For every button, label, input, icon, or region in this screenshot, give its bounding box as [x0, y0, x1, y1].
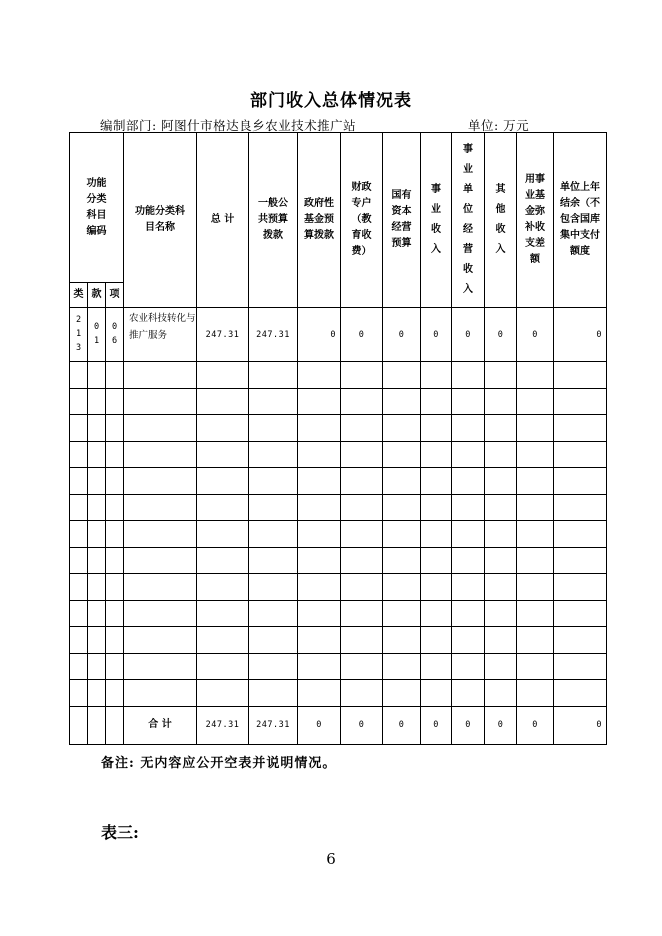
empty-row — [70, 627, 607, 654]
table-row — [70, 308, 607, 362]
row-name: 农业科技转化与推广服务 — [124, 308, 197, 362]
row-edu-fee: 0 — [341, 308, 383, 362]
sum-business-income: 0 — [421, 706, 452, 744]
income-table — [69, 132, 607, 745]
empty-row — [70, 521, 607, 548]
unit-label: 单位: 万元 — [468, 118, 530, 133]
row-xiang: 06 — [106, 308, 124, 362]
empty-row — [70, 362, 607, 389]
table-three-label: 表三: — [101, 823, 139, 842]
row-gov-fund: 0 — [298, 308, 341, 362]
sum-row — [70, 706, 607, 744]
header-business-income: 事业收入 — [421, 133, 452, 308]
header-total: 总 计 — [197, 133, 249, 308]
sum-other-income: 0 — [485, 706, 517, 744]
header-other-income: 其他收入 — [485, 133, 517, 308]
empty-row — [70, 547, 607, 574]
header-unit-operating: 事业单位经营收入 — [452, 133, 485, 308]
empty-row — [70, 388, 607, 415]
header-carryover: 单位上年结余（不包含国库集中支付额度 — [554, 133, 607, 308]
sum-total: 247.31 — [197, 706, 249, 744]
sum-fund-cover: 0 — [517, 706, 554, 744]
empty-row — [70, 600, 607, 627]
header-kuan: 款 — [88, 283, 106, 308]
row-kuan: 01 — [88, 308, 106, 362]
header-state-capital: 国有资本经营预算 — [383, 133, 421, 308]
empty-row — [70, 494, 607, 521]
empty-row — [70, 680, 607, 707]
sum-edu-fee: 0 — [341, 706, 383, 744]
header-edu-fee: 财政专户（教育收费） — [341, 133, 383, 308]
empty-rows — [70, 362, 607, 707]
row-other-income: 0 — [485, 308, 517, 362]
row-business-income: 0 — [421, 308, 452, 362]
header-general-budget: 一般公共预算拨款 — [249, 133, 298, 308]
row-state-capital: 0 — [383, 308, 421, 362]
row-total: 247.31 — [197, 308, 249, 362]
remark-note: 备注: 无内容应公开空表并说明情况。 — [101, 756, 337, 771]
empty-row — [70, 653, 607, 680]
header-xiang: 项 — [106, 283, 124, 308]
sum-label: 合 计 — [124, 706, 197, 744]
row-lei: 213 — [70, 308, 88, 362]
empty-row — [70, 441, 607, 468]
page-title: 部门收入总体情况表 — [250, 91, 412, 111]
page-number: 6 — [326, 850, 336, 868]
header-func-code: 功能分类科目编码 — [70, 133, 124, 283]
header-func-name: 功能分类科目名称 — [124, 133, 197, 308]
header-row — [70, 133, 607, 283]
empty-row — [70, 574, 607, 601]
header-lei: 类 — [70, 283, 88, 308]
sum-carryover: 0 — [554, 706, 607, 744]
header-gov-fund: 政府性基金预算拨款 — [298, 133, 341, 308]
row-fund-cover: 0 — [517, 308, 554, 362]
sum-general: 247.31 — [249, 706, 298, 744]
row-unit-operating: 0 — [452, 308, 485, 362]
sum-unit-operating: 0 — [452, 706, 485, 744]
row-general: 247.31 — [249, 308, 298, 362]
empty-row — [70, 468, 607, 495]
empty-row — [70, 415, 607, 442]
sum-gov-fund: 0 — [298, 706, 341, 744]
compiling-department: 编制部门: 阿图什市格达良乡农业技术推广站 — [100, 118, 357, 133]
header-fund-cover: 用事业基金弥补收支差额 — [517, 133, 554, 308]
sum-state-capital: 0 — [383, 706, 421, 744]
row-carryover: 0 — [554, 308, 607, 362]
